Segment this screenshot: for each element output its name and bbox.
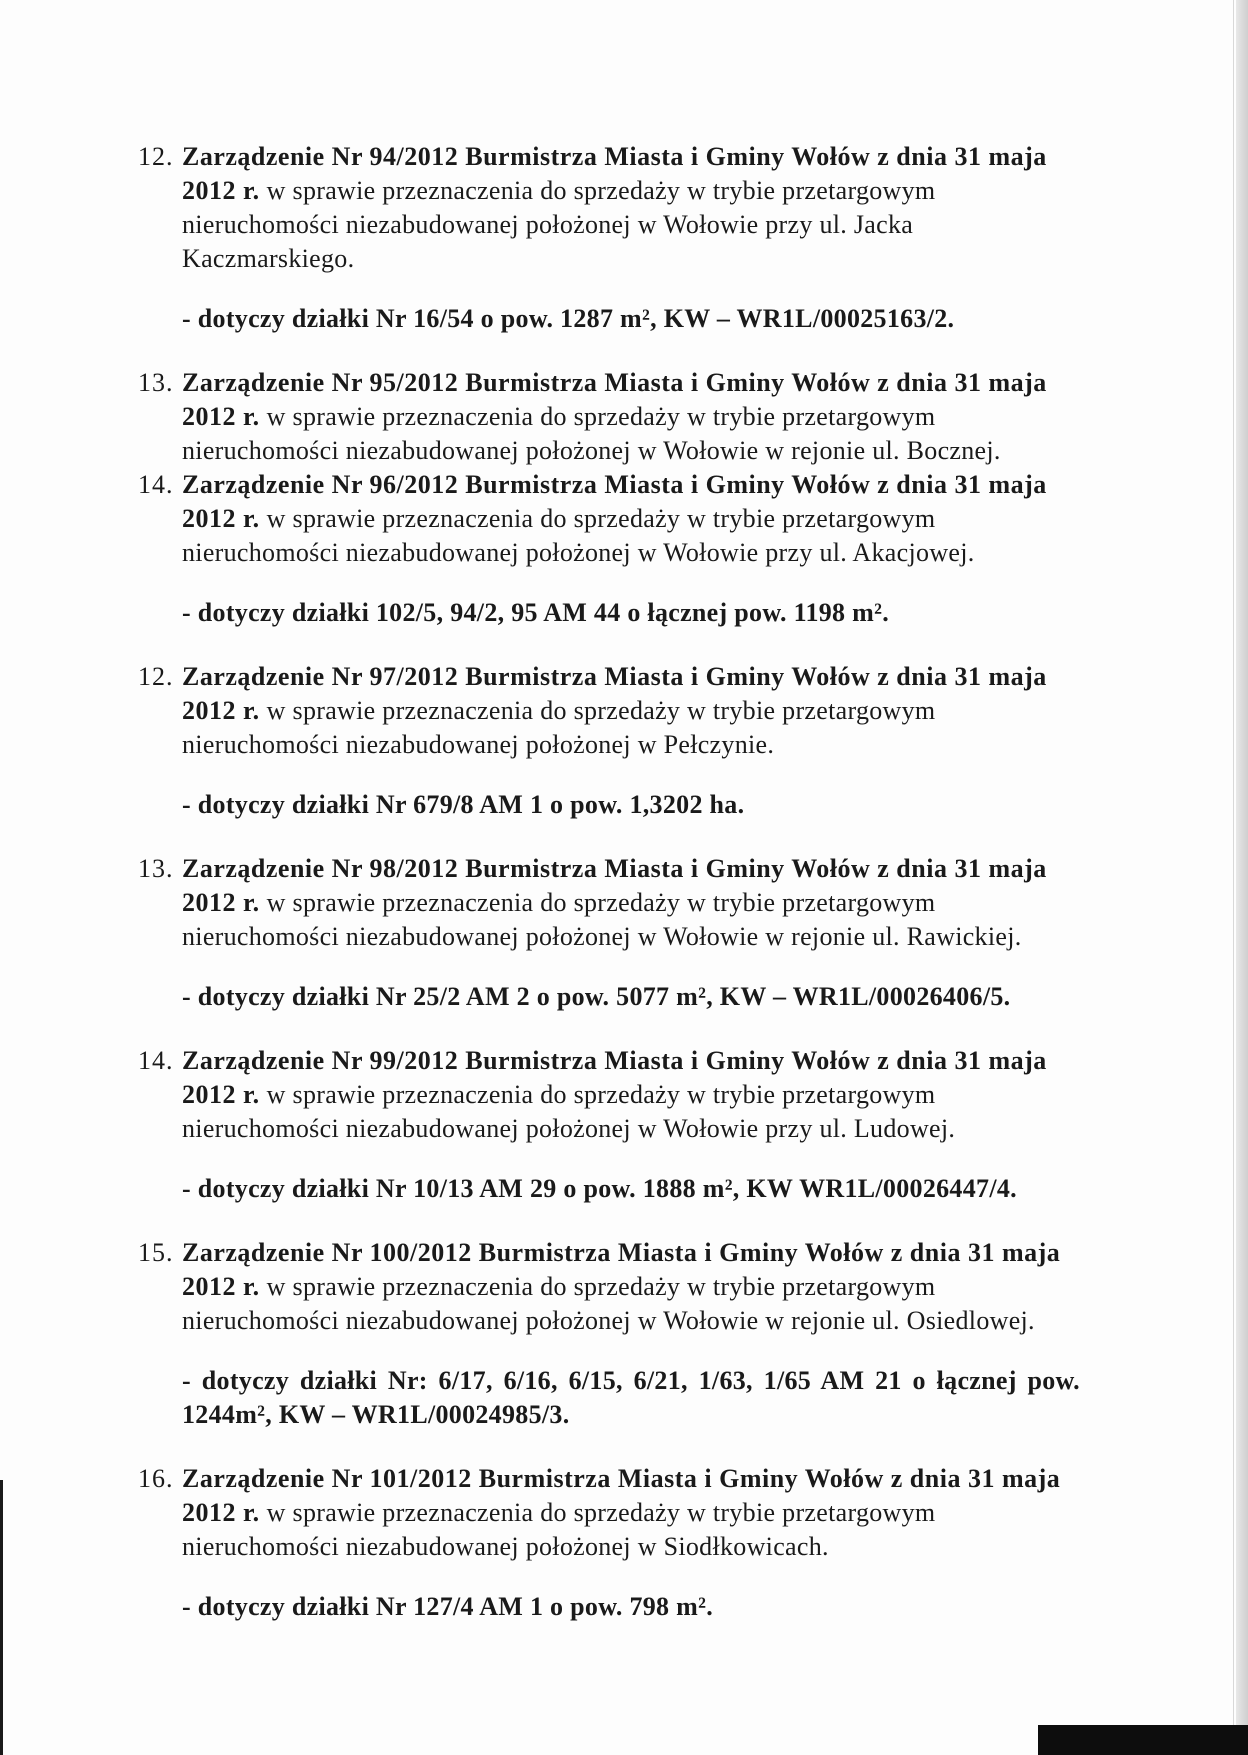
scan-edge-left	[0, 1480, 3, 1755]
item-body: w sprawie przeznaczenia do sprzedaży w trybie przetargowym nieruchomości niezabudowanej położonej w Wołowie w rejonie ul. Osiedlowej.	[182, 1272, 1035, 1335]
item-title: Zarządzenie Nr 98/2012 Burmistrza Miasta i Gminy Wołów z dnia 31 maja 2012 r.	[182, 854, 1047, 917]
item-title: Zarządzenie Nr 97/2012 Burmistrza Miasta i Gminy Wołów z dnia 31 maja 2012 r.	[182, 662, 1047, 725]
list-item	[138, 660, 1080, 762]
item-title: Zarządzenie Nr 100/2012 Burmistrza Miasta i Gminy Wołów z dnia 31 maja 2012 r.	[182, 1238, 1061, 1301]
item-number: 14.	[138, 1046, 174, 1075]
parcel-info: - dotyczy działki Nr 127/4 AM 1 o pow. 798 m².	[182, 1592, 713, 1621]
scan-corner	[1038, 1725, 1248, 1755]
list-item	[138, 366, 1080, 468]
item-number: 14.	[138, 470, 174, 499]
item-title: Zarządzenie Nr 94/2012 Burmistrza Miasta i Gminy Wołów z dnia 31 maja 2012 r.	[182, 142, 1047, 205]
item-number: 12.	[138, 142, 174, 171]
item-body: w sprawie przeznaczenia do sprzedaży w trybie przetargowym nieruchomości niezabudowanej położonej w Wołowie przy ul. Akacjowej.	[182, 504, 975, 567]
scan-edge-right	[1236, 0, 1248, 1755]
parcel-info: - dotyczy działki Nr 679/8 AM 1 o pow. 1,3202 ha.	[182, 790, 745, 819]
item-body: w sprawie przeznaczenia do sprzedaży w trybie przetargowym nieruchomości niezabudowanej położonej w Wołowie przy ul. Jacka Kaczmarskiego.	[182, 176, 936, 273]
list-item	[138, 140, 1080, 276]
item-body: w sprawie przeznaczenia do sprzedaży w trybie przetargowym nieruchomości niezabudowanej położonej w Pełczynie.	[182, 696, 936, 759]
item-title: Zarządzenie Nr 101/2012 Burmistrza Miasta i Gminy Wołów z dnia 31 maja 2012 r.	[182, 1464, 1061, 1527]
item-number: 13.	[138, 854, 174, 883]
parcel-info: - dotyczy działki Nr 10/13 AM 29 o pow. 1888 m², KW WR1L/00026447/4.	[182, 1174, 1017, 1203]
item-body: w sprawie przeznaczenia do sprzedaży w trybie przetargowym nieruchomości niezabudowanej położonej w Siodłkowicach.	[182, 1498, 936, 1561]
list-item	[138, 1462, 1080, 1564]
item-title: Zarządzenie Nr 99/2012 Burmistrza Miasta i Gminy Wołów z dnia 31 maja 2012 r.	[182, 1046, 1047, 1109]
list-item	[138, 468, 1080, 570]
parcel-info: - dotyczy działki 102/5, 94/2, 95 AM 44 o łącznej pow. 1198 m².	[182, 598, 889, 627]
parcel-info: - dotyczy działki Nr 25/2 AM 2 o pow. 5077 m², KW – WR1L/00026406/5.	[182, 982, 1011, 1011]
item-body: w sprawie przeznaczenia do sprzedaży w trybie przetargowym nieruchomości niezabudowanej położonej w Wołowie przy ul. Ludowej.	[182, 1080, 956, 1143]
item-number: 12.	[138, 662, 174, 691]
item-number: 16.	[138, 1464, 174, 1493]
item-body: w sprawie przeznaczenia do sprzedaży w trybie przetargowym nieruchomości niezabudowanej położonej w Wołowie w rejonie ul. Bocznej.	[182, 402, 1001, 465]
parcel-info: - dotyczy działki Nr: 6/17, 6/16, 6/15, 6/21, 1/63, 1/65 AM 21 o łącznej pow. 1244m², KW – WR1L/00024985/3.	[182, 1366, 1080, 1429]
item-number: 13.	[138, 368, 174, 397]
document-content	[138, 140, 1080, 1624]
parcel-info: - dotyczy działki Nr 16/54 o pow. 1287 m², KW – WR1L/00025163/2.	[182, 304, 955, 333]
scan-edge-line	[1233, 0, 1234, 1755]
list-item	[138, 1044, 1080, 1146]
item-title: Zarządzenie Nr 95/2012 Burmistrza Miasta i Gminy Wołów z dnia 31 maja 2012 r.	[182, 368, 1047, 431]
item-title: Zarządzenie Nr 96/2012 Burmistrza Miasta i Gminy Wołów z dnia 31 maja 2012 r.	[182, 470, 1047, 533]
list-item	[138, 1236, 1080, 1338]
item-body: w sprawie przeznaczenia do sprzedaży w trybie przetargowym nieruchomości niezabudowanej położonej w Wołowie w rejonie ul. Rawickiej.	[182, 888, 1022, 951]
item-number: 15.	[138, 1238, 174, 1267]
list-item	[138, 852, 1080, 954]
